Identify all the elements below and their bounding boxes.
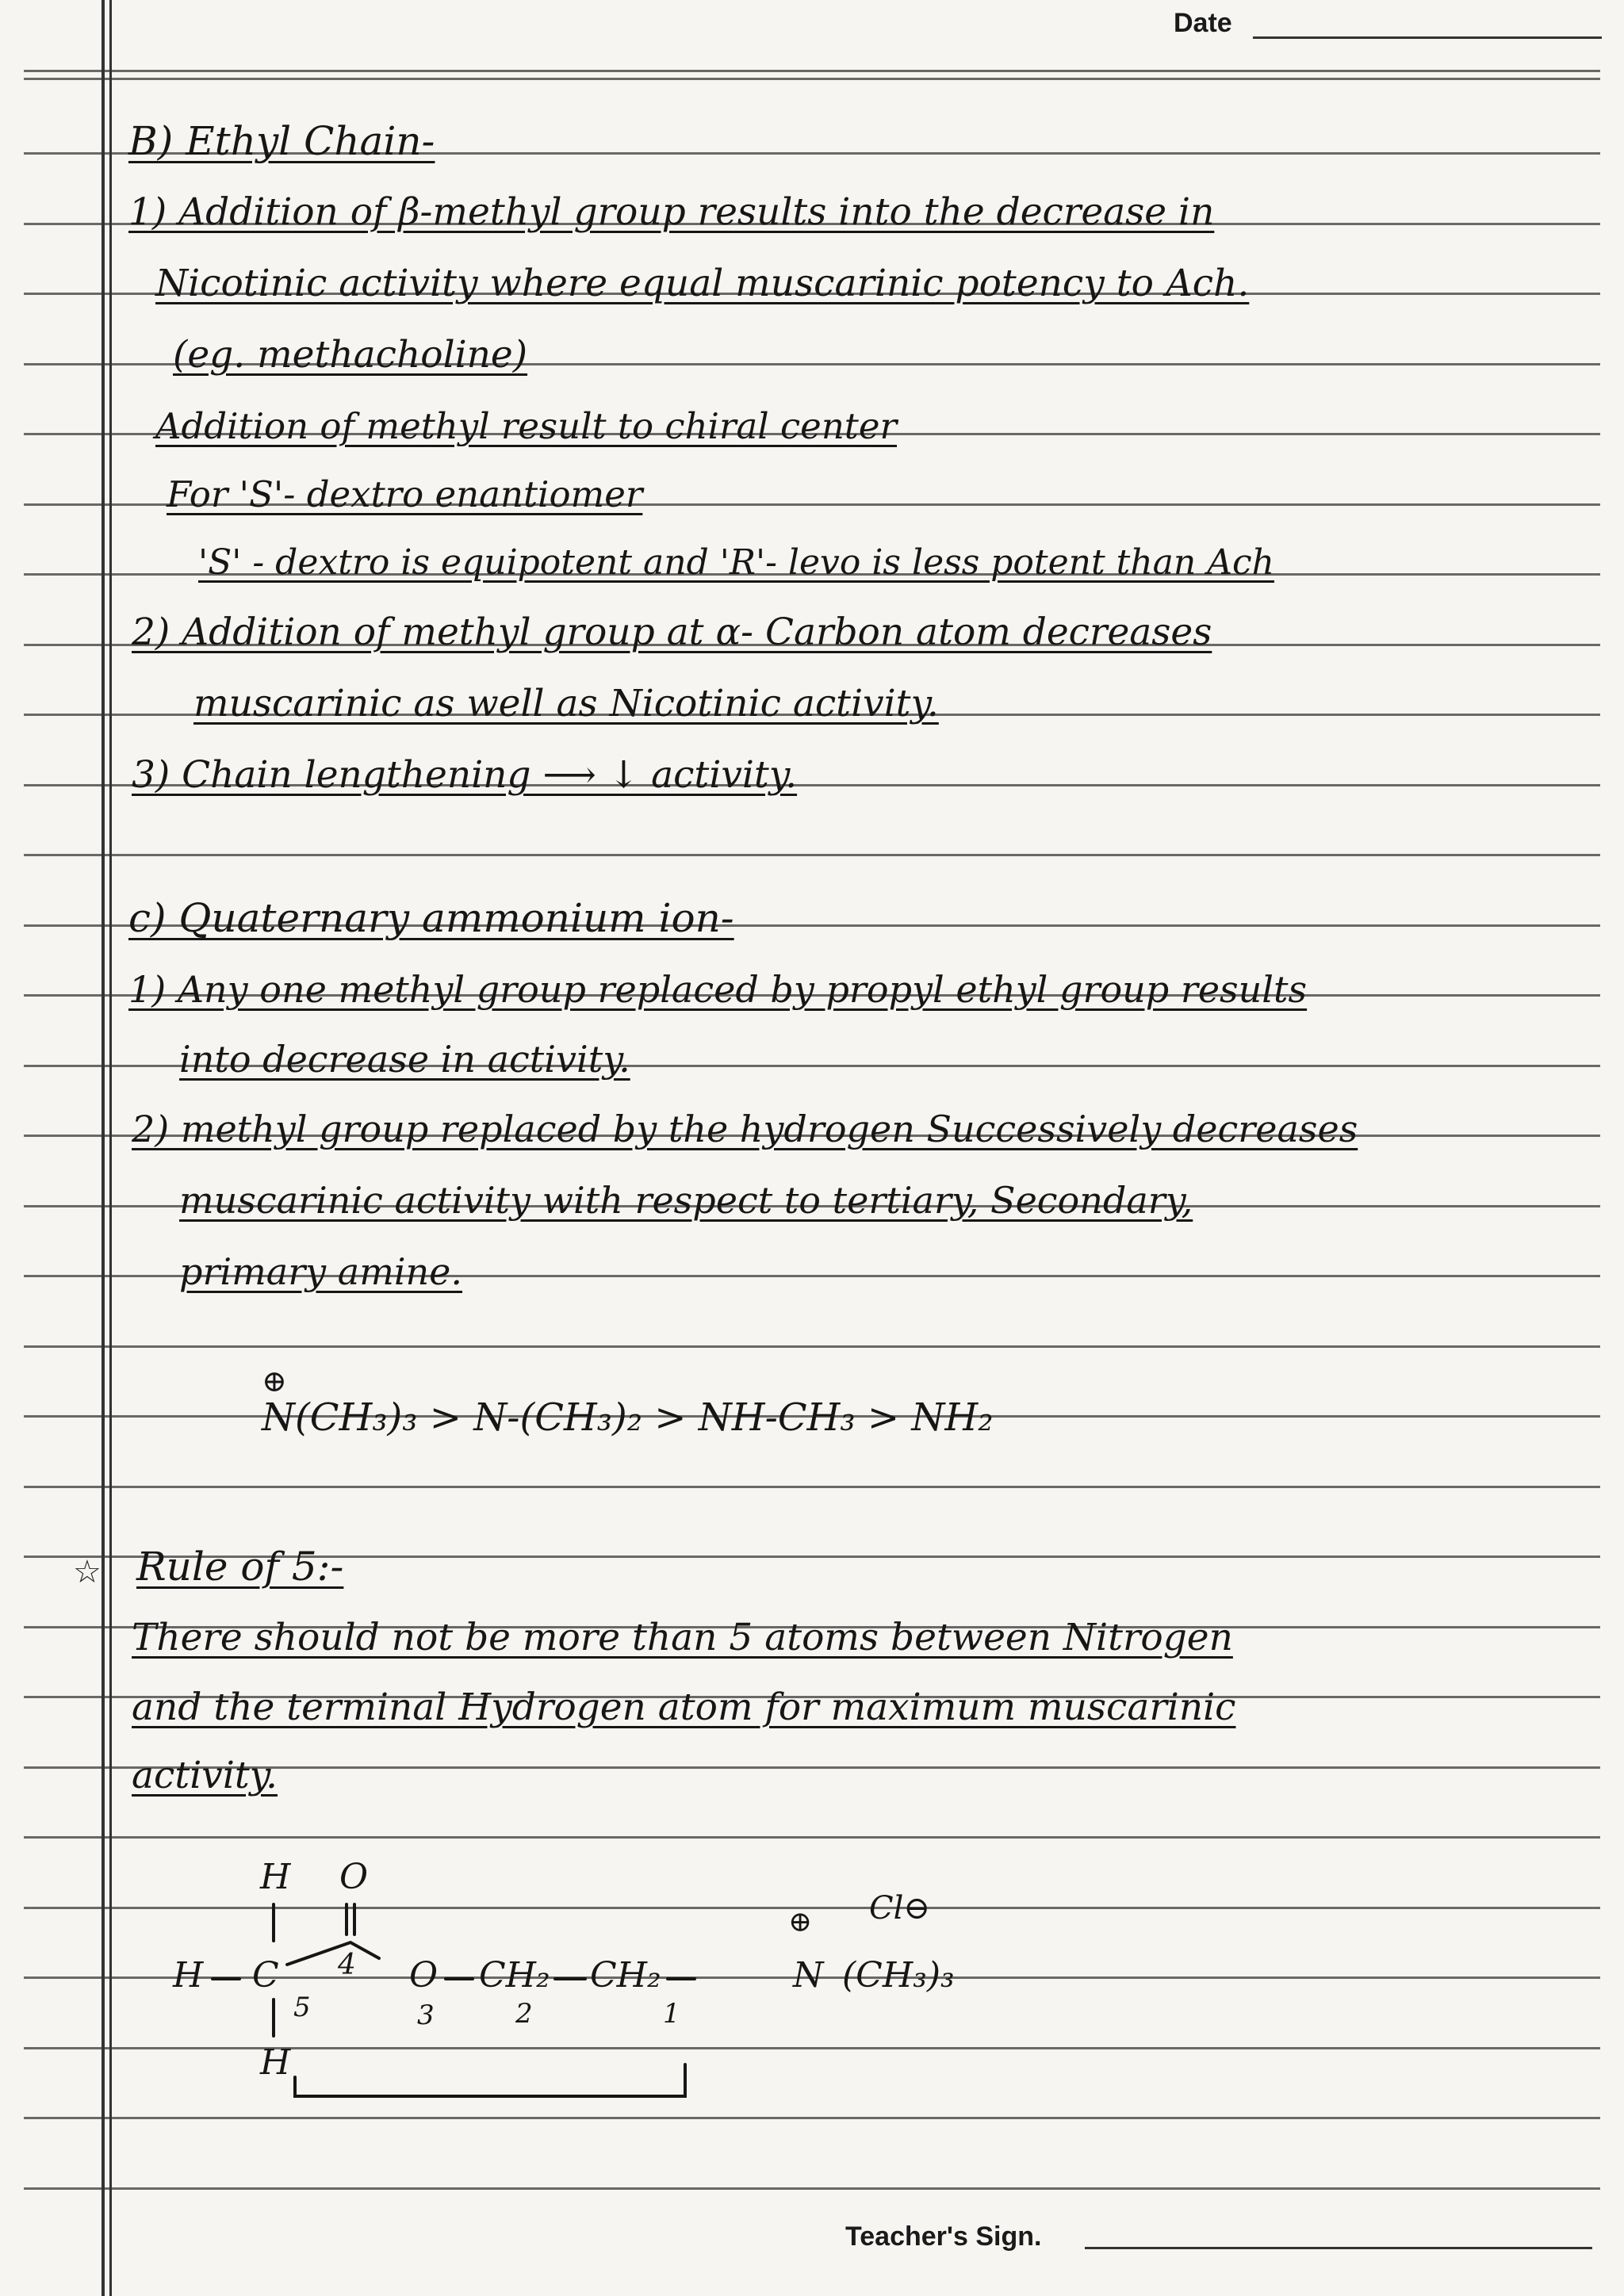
rule-of-5-line3: activity. — [132, 1754, 278, 1797]
section-c-line5: primary amine. — [179, 1250, 463, 1293]
section-b-line3: (eg. methacholine) — [173, 333, 528, 377]
section-c-line2: into decrease in activity. — [179, 1038, 630, 1081]
struct-ch2-b: CH₂ — [590, 1955, 661, 1996]
struct-num-1: 1 — [663, 1998, 680, 2030]
struct-c: C — [252, 1955, 279, 1996]
section-b-line2: Nicotinic activity where equal muscarinic potency to Ach. — [155, 262, 1250, 305]
section-b-line1: 1) Addition of β-methyl group results into the decrease in — [128, 190, 1215, 234]
struct-num-4: 4 — [338, 1949, 356, 1981]
section-b-line5: For 'S'- dextro enantiomer — [167, 473, 643, 515]
section-b-heading: B) Ethyl Chain- — [128, 118, 435, 164]
struct-n: N — [793, 1955, 824, 1996]
struct-num-5: 5 — [293, 1992, 311, 2023]
struct-h-top: H — [260, 1857, 291, 1897]
struct-num-2: 2 — [515, 1998, 533, 2030]
struct-h-left: H — [173, 1955, 204, 1996]
struct-o-top: O — [339, 1857, 369, 1897]
amine-order-formula: N(CH₃)₃ > N-(CH₃)₂ > NH-CH₃ > NH₂ — [262, 1395, 994, 1440]
struct-ch2-a: CH₂ — [479, 1955, 550, 1996]
struct-num-3: 3 — [417, 1999, 435, 2031]
quaternary-plus-charge: ⊕ — [262, 1364, 287, 1399]
struct-o: O — [409, 1955, 439, 1996]
star-icon: ☆ — [73, 1554, 102, 1590]
bond-c-carbonyl — [287, 1942, 379, 1965]
struct-plus-charge: ⊕ — [788, 1906, 813, 1938]
section-c-line1: 1) Any one methyl group replaced by propyl ethyl group results — [128, 968, 1308, 1011]
struct-h-bottom: H — [260, 2042, 291, 2083]
section-b-line8: muscarinic as well as Nicotinic activity. — [193, 682, 939, 725]
rule-of-5-heading: Rule of 5:- — [136, 1544, 344, 1590]
rule-of-5-line2: and the terminal Hydrogen atom for maximum muscarinic — [132, 1686, 1236, 1729]
section-b-line4: Addition of methyl result to chiral center — [155, 405, 898, 447]
section-b-line6: 'S' - dextro is equipotent and 'R'- levo is less potent than Ach — [198, 542, 1274, 583]
section-c-line4: muscarinic activity with respect to tertiary, Secondary, — [179, 1179, 1193, 1222]
date-label: Date — [1174, 8, 1232, 38]
struct-ch3: (CH₃)₃ — [842, 1955, 955, 1996]
teacher-sign-line — [1085, 2247, 1592, 2249]
teacher-sign-label: Teacher's Sign. — [845, 2221, 1042, 2252]
section-b-line9: 3) Chain lengthening ⟶ ↓ activity. — [132, 753, 798, 797]
section-c-line3: 2) methyl group replaced by the hydrogen Successively decreases — [132, 1108, 1358, 1150]
struct-chloride: Cl⊖ — [869, 1890, 930, 1927]
section-c-heading: c) Quaternary ammonium ion- — [128, 895, 734, 941]
section-b-line7: 2) Addition of methyl group at α- Carbon atom decreases — [132, 610, 1212, 654]
rule-of-5-line1: There should not be more than 5 atoms between Nitrogen — [132, 1616, 1233, 1659]
atom-count-bracket — [295, 2064, 685, 2096]
